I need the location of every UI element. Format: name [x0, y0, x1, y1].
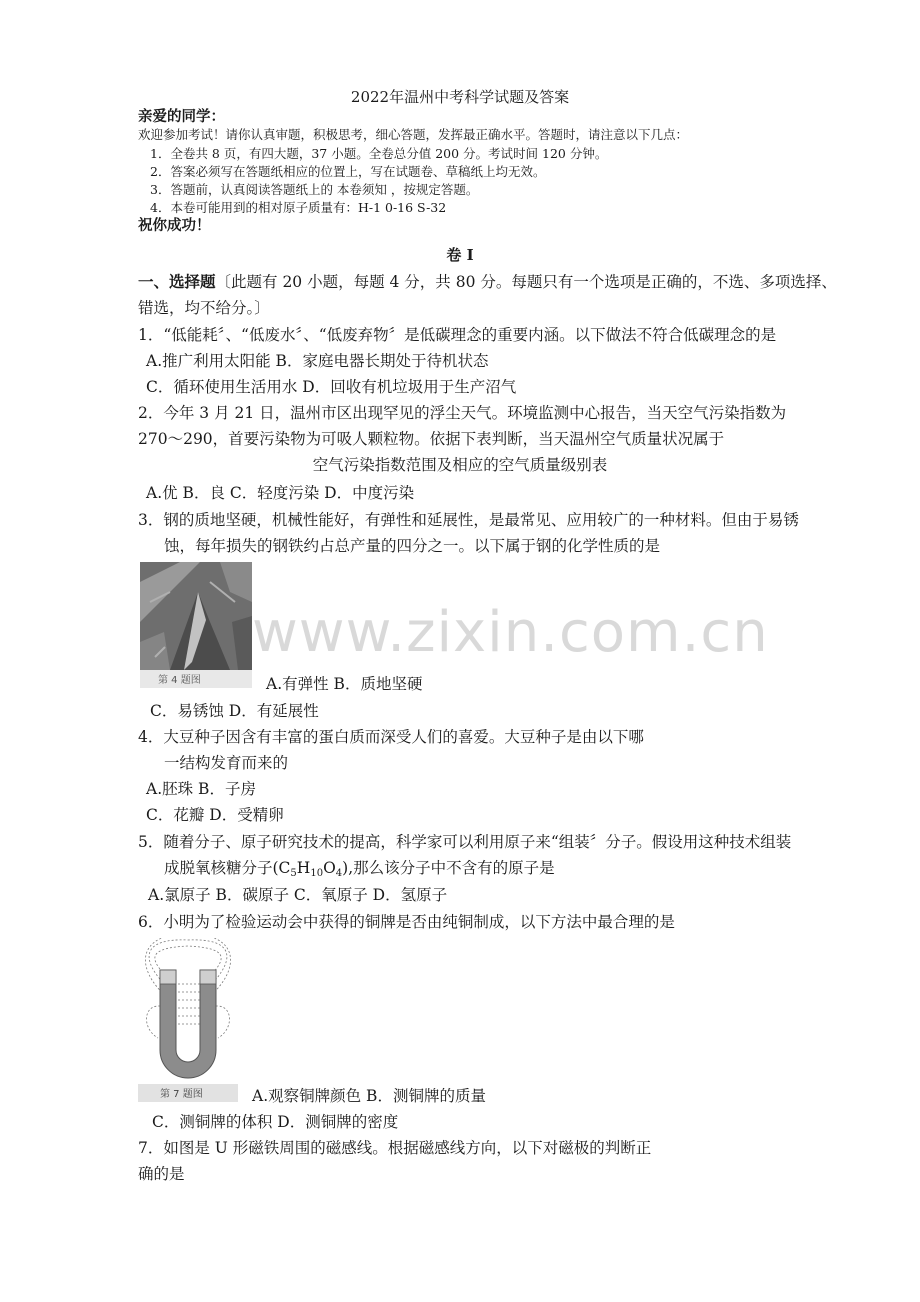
- q7-stem-2: 确的是: [138, 1165, 185, 1183]
- q4-stem-2: 一结构发育而来的: [164, 754, 289, 772]
- q5-sub-1: 5: [290, 868, 297, 879]
- q3-options-ab: A.有弹性 B．质地坚硬: [266, 675, 423, 693]
- greeting: 亲爱的同学：: [138, 109, 225, 125]
- q5-sub-2: 10: [310, 868, 324, 879]
- q5-stem-2-pre: 成脱氧核糖分子(C: [164, 859, 291, 877]
- q7-figure-image: [138, 938, 238, 1102]
- q4-options-ab: A.胚珠 B．子房: [146, 780, 256, 798]
- q2-options: A.优 B．良 C．轻度污染 D．中度污染: [146, 484, 415, 502]
- document-title: 2022年温州中考科学试题及答案: [350, 88, 570, 106]
- q5-options: A.氯原子 B．碳原子 C．氧原子 D．氢原子: [148, 886, 448, 904]
- q5-sub-3: 4: [335, 868, 343, 879]
- note-1: 1．全卷共 8 页，有四大题，37 小题。全卷总分值 200 分。考试时间 120 分钟。: [150, 146, 608, 161]
- q2-table-caption: 空气污染指数范围及相应的空气质量级别表: [312, 456, 608, 474]
- q3-options-cd: C．易锈蚀 D．有延展性: [150, 702, 319, 720]
- section-instructions: 〔此题有 20 小题，每题 4 分，共 80 分。每题只有一个选项是正确的，不选、多项选择、: [215, 273, 837, 291]
- section-heading-line: [138, 271, 837, 293]
- q2-stem-1: 2．今年 3 月 21 日，温州市区出现罕见的浮尘天气。环境监测中心报告，当天空气污染指数为: [138, 404, 787, 422]
- q5-mid-2: O: [323, 859, 336, 877]
- q7-figure-caption: 第 7 题图: [160, 1089, 203, 1100]
- q4-options-cd: C．花瓣 D．受精卵: [146, 806, 284, 824]
- note-2: 2．答案必须写在答题纸相应的位置上，写在试题卷、草稿纸上均无效。: [150, 164, 546, 179]
- q5-mid-1: H: [296, 859, 311, 877]
- q5-stem-1: 5．随着分子、原子研究技术的提高，科学家可以利用原子来“组装〞分子。假设用这种技术组装: [138, 833, 792, 851]
- q4-figure-caption: 第 4 题图: [158, 675, 201, 686]
- part-label: 卷 I: [446, 246, 474, 264]
- q2-stem-2: 270～290，首要污染物为可吸人颗粒物。依据下表判断，当天温州空气质量状况属于: [138, 430, 725, 448]
- q5-stem-2-post: ),那么该分子中不含有的原子是: [342, 859, 555, 877]
- q3-stem-2: 蚀，每年损失的钢铁约占总产量的四分之一。以下属于钢的化学性质的是: [164, 537, 661, 555]
- intro-text: 欢迎参加考试！请你认真审题，积极思考，细心答题，发挥最正确水平。答题时，请注意以下几点：: [138, 127, 689, 142]
- q6-stem: 6．小明为了检验运动会中获得的铜牌是否由纯铜制成，以下方法中最合理的是: [138, 913, 675, 931]
- q6-options-cd: C．测铜牌的体积 D．测铜牌的密度: [152, 1113, 399, 1131]
- wish-text: 祝你成功！: [138, 218, 211, 234]
- note-3: 3．答题前，认真阅读答题纸上的 本卷须知 ，按规定答题。: [150, 182, 479, 197]
- q5-stem-2: [164, 857, 555, 879]
- q1-stem: 1．“低能耗〞、“低废水〞、“低废弃物〞是低碳理念的重要内涵。以下做法不符合低碳理念的是: [138, 326, 777, 344]
- q4-figure-image: [140, 562, 254, 688]
- watermark: www.zixin.com.cn: [252, 600, 769, 665]
- q1-options-ab: A.推广利用太阳能 B．家庭电器长期处于待机状态: [146, 352, 489, 370]
- q7-stem-1: 7．如图是 U 形磁铁周围的磁感线。根据磁感线方向，以下对磁极的判断正: [138, 1139, 652, 1157]
- q4-stem-1: 4．大豆种子因含有丰富的蛋白质而深受人们的喜爱。大豆种子是由以下哪: [138, 728, 644, 746]
- q3-stem-1: 3．钢的质地坚硬，机械性能好，有弹性和延展性，是最常见、应用较广的一种材料。但由于易锈: [138, 511, 799, 529]
- q1-options-cd: C．循环使用生活用水 D．回收有机垃圾用于生产沼气: [146, 378, 517, 396]
- q6-options-ab: A.观察铜牌颜色 B．测铜牌的质量: [252, 1087, 486, 1105]
- section-heading: 一、选择题: [138, 272, 216, 291]
- section-instructions-cont: 错选，均不给分。〕: [138, 299, 270, 317]
- note-4: 4．本卷可能用到的相对原子质量有：H-1 0-16 S-32: [150, 200, 447, 215]
